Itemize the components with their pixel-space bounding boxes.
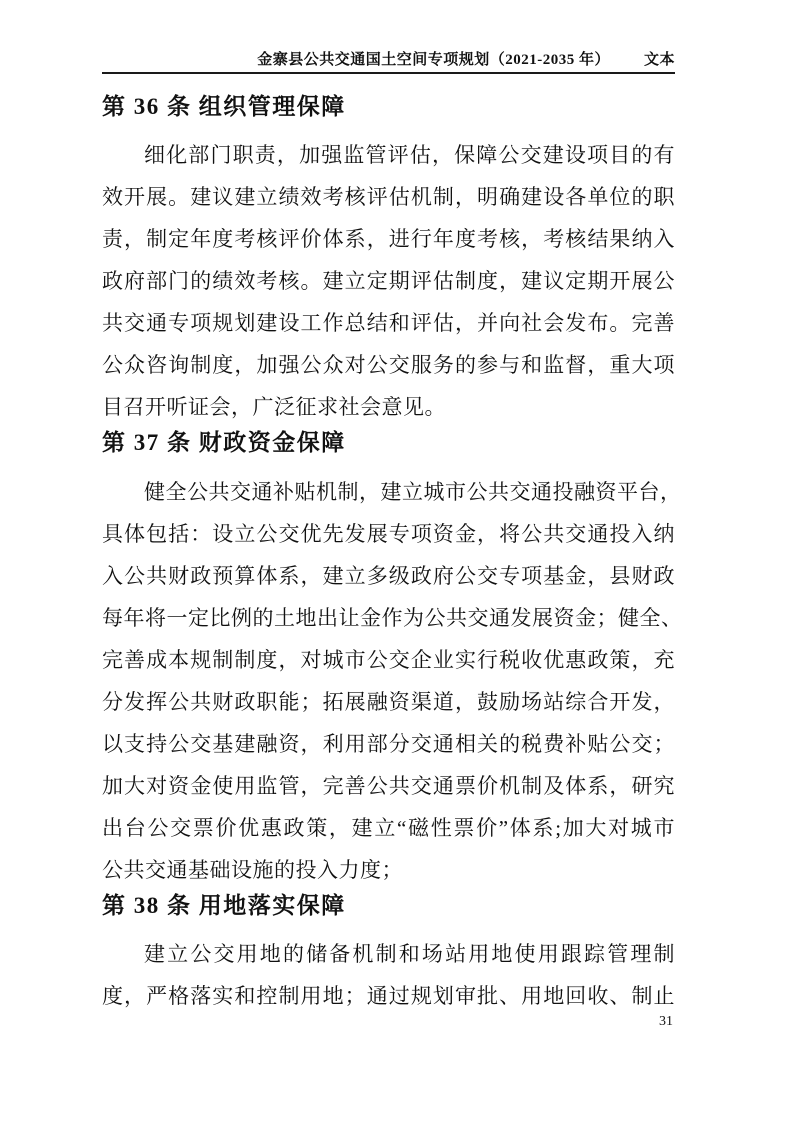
section-article-37	[102, 428, 683, 891]
text-line: 健全公共交通补贴机制，建立城市公共交通投融资平台，	[144, 480, 682, 504]
article-38-paragraph	[102, 933, 675, 1017]
text-line: 度，严格落实和控制用地；通过规划审批、用地回收、制止	[102, 984, 675, 1008]
text-line: 政府部门的绩效考核。建立定期评估制度，建议定期开展公	[102, 269, 675, 293]
text-line: 建立公交用地的储备机制和场站用地使用跟踪管理制	[144, 942, 675, 966]
page-number: 31	[659, 1014, 673, 1029]
text-line: 加大对资金使用监管，完善公共交通票价机制及体系，研究	[102, 774, 675, 798]
article-37-heading: 第 37 条 财政资金保障	[102, 430, 346, 455]
text-line: 入公共财政预算体系，建立多级政府公交专项基金，县财政	[102, 564, 675, 588]
text-line: 细化部门职责，加强监管评估，保障公交建设项目的有	[144, 143, 675, 167]
text-line: 公众咨询制度，加强公众对公交服务的参与和监督，重大项	[102, 353, 675, 377]
text-line: 责，制定年度考核评价体系，进行年度考核，考核结果纳入	[102, 227, 675, 251]
article-36-heading: 第 36 条 组织管理保障	[102, 94, 346, 119]
header-doc-type-label: 文本	[643, 52, 675, 68]
text-line: 完善成本规制制度，对城市公交企业实行税收优惠政策，充	[102, 648, 675, 672]
page-header	[102, 0, 675, 74]
section-article-38	[102, 891, 675, 1017]
header-rule	[102, 48, 675, 74]
text-line: 每年将一定比例的土地出让金作为公共交通发展资金；健全、	[102, 606, 683, 630]
text-line: 具体包括：设立公交优先发展专项资金，将公共交通投入纳	[102, 522, 675, 546]
article-38-heading: 第 38 条 用地落实保障	[102, 893, 346, 918]
text-line: 分发挥公共财政职能；拓展融资渠道，鼓励场站综合开发，	[102, 690, 675, 714]
text-line: 共交通专项规划建设工作总结和评估，并向社会发布。完善	[102, 311, 675, 335]
text-line: 目召开听证会，广泛征求社会意见。	[102, 395, 446, 419]
header-title: 金寨县公共交通国土空间专项规划（2021-2035 年）	[257, 52, 610, 68]
article-37-paragraph	[102, 471, 683, 891]
text-line: 效开展。建议建立绩效考核评估机制，明确建设各单位的职	[102, 185, 675, 209]
text-line: 公共交通基础设施的投入力度；	[102, 858, 403, 882]
text-line: 出台公交票价优惠政策，建立“磁性票价”体系;加大对城市	[102, 816, 675, 840]
text-line: 以支持公交基建融资，利用部分交通相关的税费补贴公交；	[102, 732, 675, 756]
article-36-paragraph	[102, 134, 675, 428]
section-article-36	[102, 92, 675, 428]
